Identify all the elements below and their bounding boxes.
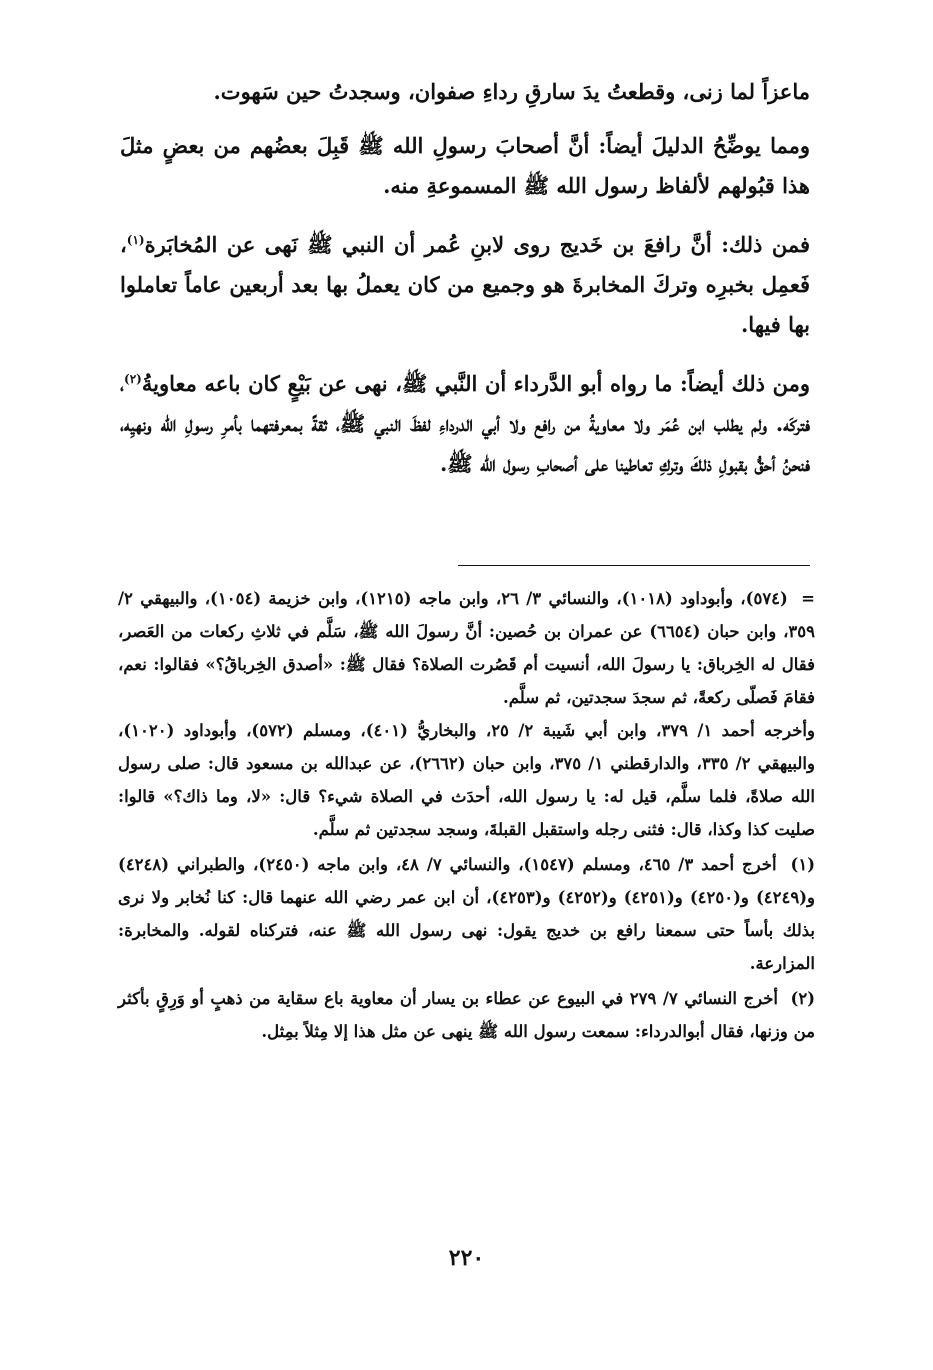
paragraph-4-text-a: ما رواه أبو الدَّرداء أن النَّبي ﷺ، نهى عن بَيْعٍ كان باعه معاويةُ [141,371,673,396]
footnote-2-number: (٢) [790,989,815,1008]
paragraph-3 [120,220,810,345]
paragraph-3-text-b: ، فَعمِل بخبرِه وتركَ المخابرةَ هو وجميع من كان يعملُ بها بعد أربعين عاماً تعاملوا بها فيها. [120,232,810,337]
page-number: ٢٢٠ [448,1245,485,1271]
footnotes [118,582,815,1048]
paragraph-3-lead: فمن ذلك: [721,232,810,257]
footnote-continuation-1-text: (٥٧٤)، وأبوداود (١٠١٨)، والنسائي ٣/ ٢٦، وابن ماجه (١٢١٥)، وابن خزيمة (١٠٥٤)، والبيهقي ٢/ ٣٥٩، وابن حبان (٦٦٥٤) عن عمران بن حُصين: أنَّ رسولَ الله ﷺ، سَلَّم في ثلاثِ ركعات من العَصر، فقال له الخِرباق: يا رسولَ الله، أنسيت أم قَصُرت الصلاة؟ فقال ﷺ: «أصدق الخِرباقُ؟» فقالوا: نعم، فقامَ فَصلّى ركعةً، ثم سجدَ سجدتين، ثم سلَّم. [118,589,815,707]
paragraph-2-lead: ومما يوضِّحُ الدليلَ أيضاً: [598,133,810,158]
footnote-2 [118,982,815,1048]
footnote-1-number: (١) [790,855,816,874]
footnote-ref-2[interactable]: (٢) [124,372,142,386]
paragraph-4-lead: ومن ذلك أيضاً: [679,371,811,396]
paragraph-4 [120,359,810,484]
main-text [120,72,810,498]
footnote-continuation-2 [118,714,815,846]
footnote-2-text: أخرج النسائي ٧/ ٢٧٩ في البيوع عن عطاء بن يسار أن معاوية باع سقاية من ذهبٍ أو وَرِقٍ بأكثر من وزنها، فقال أبوالدرداء: سمعت رسول الله ﷺ ينهى عن مثل هذا إلا مِثلاً بمِثل. [118,989,815,1041]
paragraph-1-text: ماعزاً لما زنى، وقطعتُ يدَ سارقِ رداءِ صفوان، وسجدتُ حين سَهوت. [213,79,810,104]
paragraph-1 [120,72,810,112]
paragraph-2-text: أنَّ أصحابَ رسولِ الله ﷺ قَبِلَ بعضُهم من بعضٍ مثلَ هذا قبُولهم لألفاظ رسول الله ﷺ المسموعةِ منه. [120,133,810,198]
paragraph-3-text-a: أنَّ رافعَ بن خَديج روى لابنِ عُمر أن النبي ﷺ نَهى عن المُخابَرة [144,232,712,257]
footnote-separator [458,565,810,566]
continuation-marker: = [801,589,815,608]
footnote-continuation-2-text: وأخرجه أحمد ١/ ٣٧٩، وابن أبي شَيبة ٢/ ٢٥، والبخاريُّ (٤٠١)، ومسلم (٥٧٢)، وأبوداود (١٠٢٠)، والبيهقي ٢/ ٣٣٥، والدارقطني ١/ ٣٧٥، وابن حبان (٢٦٦٢)، عن عبدالله بن مسعود قال: صلى رسول الله صلاةً، فلما سلَّم، قيل له: يا رسول الله، أحدَث في الصلاة شيء؟ قال: «لا، وما ذاك؟» قالوا: صليت كذا وكذا، قال: فثنى رجله واستقبل القبلةَ، وسجد سجدتين ثم سلَّم. [118,721,815,839]
footnote-continuation-1 [118,582,815,714]
paragraph-4-text-b: ، فتركَه. ولم يطلب ابن عُمَر ولا معاويةُ من رافع ولا أبي الدرداءِ لفظَ النبي ﷺ، ثقةً بمعرفتهما بأمرِ رسولِ الله ونهيِه، فنحنُ أحقُّ بقبولِ ذلكَ وتركِ تعاطينا على أصحابِ رسول الله ﷺ. [120,371,810,476]
paragraph-2 [120,126,810,206]
footnote-1-text: أخرج أحمد ٣/ ٤٦٥، ومسلم (١٥٤٧)، والنسائي ٧/ ٤٨، وابن ماجه (٢٤٥٠)، والطبراني (٤٢٤٨) و(٤٢٤٩) و(٤٢٥٠) و(٤٢٥١) و(٤٢٥٢) و(٤٢٥٣)، أن ابن عمر رضي الله عنهما قال: كنا نُخابر ولا نرى بذلك بأساً حتى سمعنا رافع بن خديج يقول: نهى رسول الله ﷺ عنه، فتركناه لقوله. والمخابرة: المزارعة. [118,855,815,973]
footnote-1 [118,848,815,980]
footnote-ref-1[interactable]: (١) [126,233,145,247]
